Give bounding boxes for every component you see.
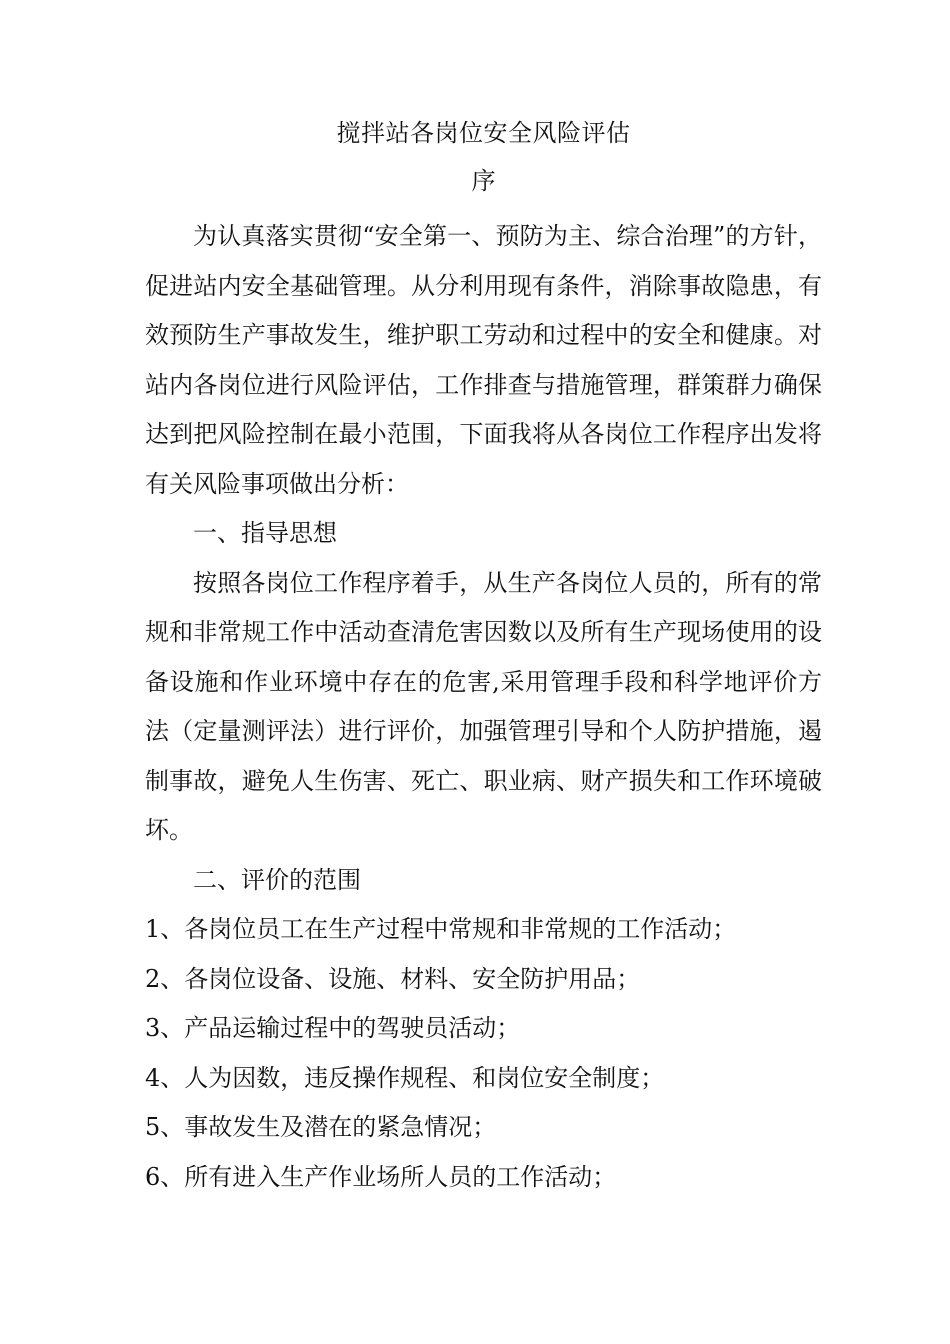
list-item: 4、人为因数，违反操作规程、和岗位安全制度； (145, 1063, 665, 1092)
guiding-thought-paragraph: 按照各岗位工作程序着手，从生产各岗位人员的，所有的常规和非常规工作中活动查清危害因数以及所有生产现场使用的设备设施和作业环境中存在的危害,采用管理手段和科学地评价方法（定量测评法）进行评价，加强管理引导和个人防护措施，遏制事故，避免人生伤害、死亡、职业病、财产损失和工作环境破坏。 (145, 568, 822, 844)
list-item: 1、各岗位员工在生产过程中常规和非常规的工作活动； (145, 915, 737, 943)
section-heading-evaluation-scope: 二、评价的范围 (193, 865, 361, 894)
list-item: 6、所有进入生产作业场所人员的工作活动； (145, 1162, 617, 1191)
document-title: 搅拌站各岗位安全风险评估 (336, 119, 631, 147)
evaluation-scope-list (145, 905, 822, 1202)
list-item: 3、产品运输过程中的驾驶员活动； (145, 1014, 521, 1042)
list-item: 5、事故发生及潜在的紧急情况； (145, 1113, 497, 1141)
list-item: 2、各岗位设备、设施、材料、安全防护用品； (145, 964, 641, 993)
section-heading-guiding-thought: 一、指导思想 (193, 519, 337, 547)
document-subtitle: 序 (471, 167, 496, 195)
intro-paragraph: 为认真落实贯彻“安全第一、预防为主、综合治理”的方针，促进站内安全基础管理。从分利用现有条件，消除事故隐患，有效预防生产事故发生，维护职工劳动和过程中的安全和健康。对站内各岗位进行风险评估，工作排查与措施管理，群策群力确保达到把风险控制在最小范围，下面我将从各岗位工作程序出发将有关风险事项做出分析： (145, 222, 822, 498)
